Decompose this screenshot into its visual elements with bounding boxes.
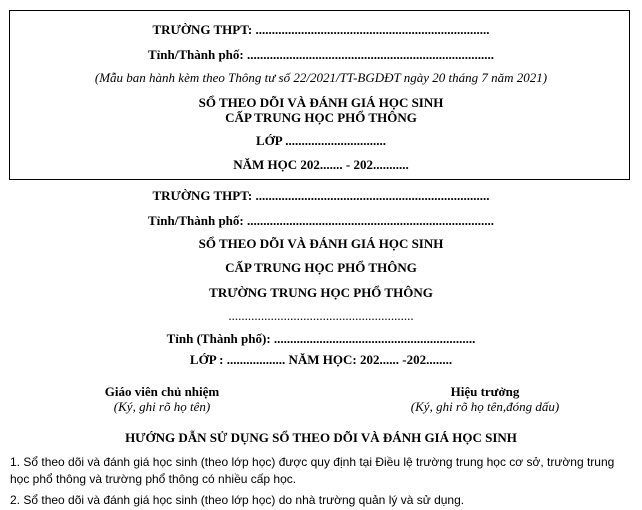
teacher-sign-note: (Ký, ghi rõ họ tên) [113,399,211,414]
cover-title-2: CẤP TRUNG HỌC PHỔ THÔNG [225,110,417,125]
inner-province-line-2: Tỉnh (Thành phố): .............................................................. [166,331,476,346]
guide-heading: HƯỚNG DẪN SỬ DỤNG SỔ THEO DÕI VÀ ĐÁNH GIÁ HỌC SINH [125,430,517,445]
inner-province-line: Tỉnh/Thành phố: ............................................................................ [147,213,494,228]
cover-title-1: SỔ THEO DÕI VÀ ĐÁNH GIÁ HỌC SINH [198,95,444,110]
inner-title-2: CẤP TRUNG HỌC PHỔ THÔNG [225,260,417,275]
principal-sign-note: (Ký, ghi rõ họ tên,đóng dấu) [410,399,560,414]
cover-year-line: NĂM HỌC 202....... - 202........... [233,157,409,172]
inner-title-3: TRƯỜNG TRUNG HỌC PHỔ THÔNG [209,285,433,300]
inner-school-line: TRƯỜNG THPT: ........................................................................ [152,188,490,203]
cover-class-line: LỚP ............................... [255,133,386,148]
inner-dots-line: ......................................................... [228,308,414,323]
cover-school-line: TRƯỜNG THPT: ........................................................................ [152,22,490,37]
inner-class-year-line: LỚP : .................. NĂM HỌC: 202...... -202........ [189,352,453,367]
guide-item-2: 2. Sổ theo dõi và đánh giá học sinh (theo lớp học) do nhà trường quản lý và sử dụng. [10,493,465,507]
inner-title-1: SỔ THEO DÕI VÀ ĐÁNH GIÁ HỌC SINH [198,236,444,251]
cover-decree-note: (Mẫu ban hành kèm theo Thông tư số 22/2021/TT-BGDĐT ngày 20 tháng 7 năm 2021) [94,70,548,85]
teacher-title: Giáo viên chủ nhiệm [104,384,220,399]
cover-province-line: Tỉnh/Thành phố: ............................................................................ [147,47,494,62]
guide-item-1: 1. Sổ theo dõi và đánh giá học sinh (theo lớp học) được quy định tại Điều lệ trường trung học cơ sở, trường trung học phổ thông và trường phổ thông có nhiều cấp học. [10,455,615,486]
principal-title: Hiệu trưởng [450,384,520,399]
